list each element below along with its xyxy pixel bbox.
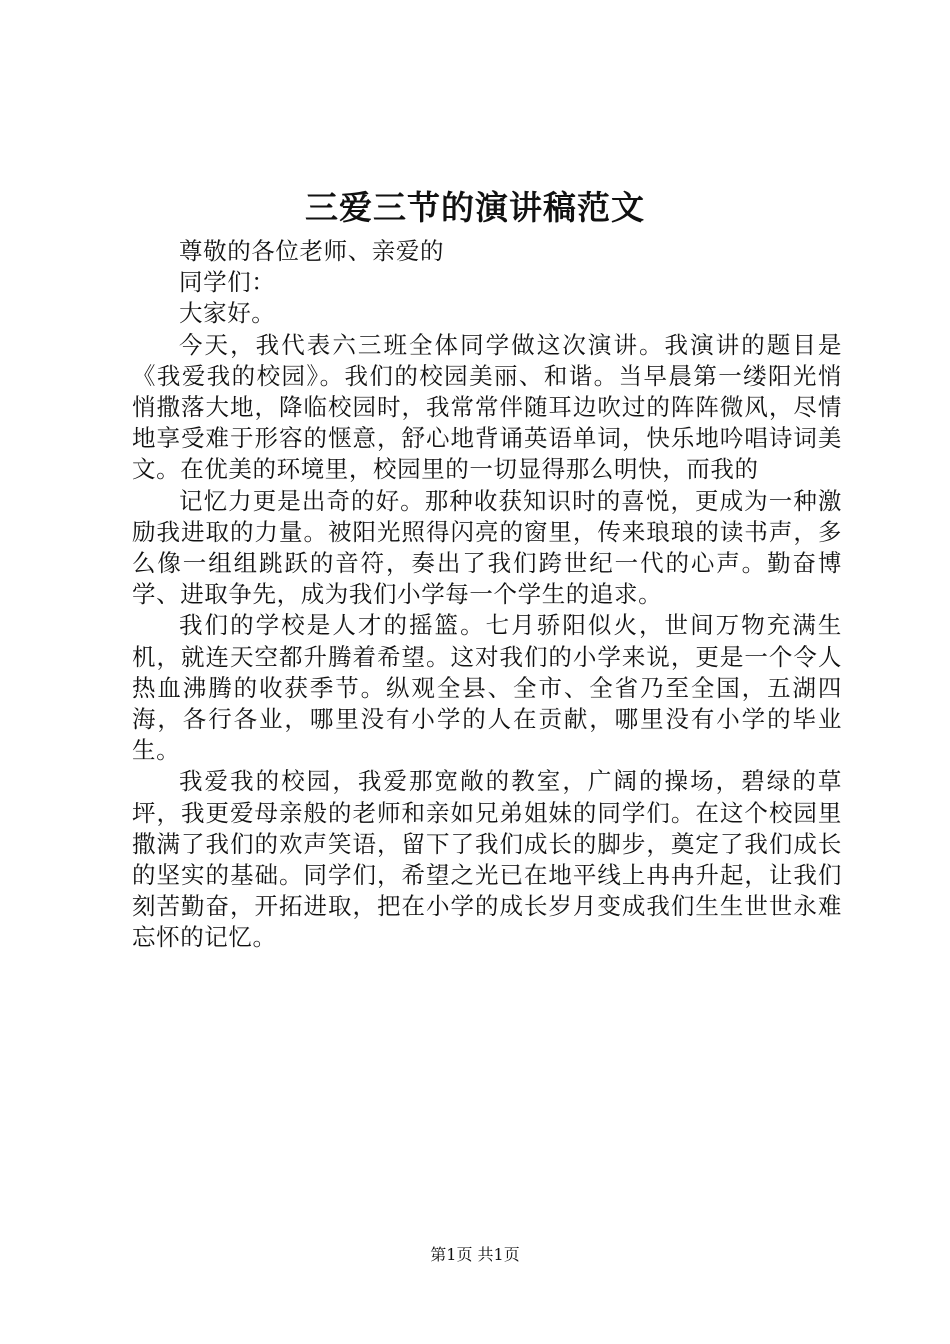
document-title: 三爱三节的演讲稿范文 [305, 188, 645, 227]
paragraph-intro: 今天，我代表六三班全体同学做这次演讲。我演讲的题目是《我爱我的校园》。我们的校园美丽、和谐。当早晨第一缕阳光悄悄撒落大地，降临校园时，我常常伴随耳边吹过的阵阵微风，尽情地享受难于形容的惬意，舒心地背诵英语单词，快乐地吟唱诗词美文。在优美的环境里，校园里的一切显得那么明快，而我的 [132, 330, 842, 484]
paragraph-school: 我们的学校是人才的摇篮。七月骄阳似火，世间万物充满生机，就连天空都升腾着希望。这对我们的小学来说，更是一个令人热血沸腾的收获季节。纵观全县、全市、全省乃至全国，五湖四海，各行各业，哪里没有小学的人在贡献，哪里没有小学的毕业生。 [132, 611, 842, 765]
paragraph-salutation-cont: 同学们： [179, 268, 276, 297]
document-body [132, 236, 842, 954]
page-number-footer: 第1页 共1页 [430, 1245, 520, 1264]
paragraph-memory: 记忆力更是出奇的好。那种收获知识时的喜悦，更成为一种激励我进取的力量。被阳光照得闪亮的窗里，传来琅琅的读书声，多么像一组组跳跃的音符，奏出了我们跨世纪一代的心声。勤奋博学、进取争先，成为我们小学每一个学生的追求。 [132, 486, 842, 609]
paragraph-love-campus: 我爱我的校园，我爱那宽敞的教室，广阔的操场，碧绿的草坪，我更爱母亲般的老师和亲如兄弟姐妹的同学们。在这个校园里撒满了我们的欢声笑语，留下了我们成长的脚步，奠定了我们成长的坚实的基础。同学们，希望之光已在地平线上冉冉升起，让我们刻苦勤奋，开拓进取，把在小学的成长岁月变成我们生生世世永难忘怀的记忆。 [132, 767, 842, 952]
paragraph-greeting: 大家好。 [179, 299, 276, 328]
paragraph-salutation: 尊敬的各位老师、亲爱的 [179, 237, 445, 265]
